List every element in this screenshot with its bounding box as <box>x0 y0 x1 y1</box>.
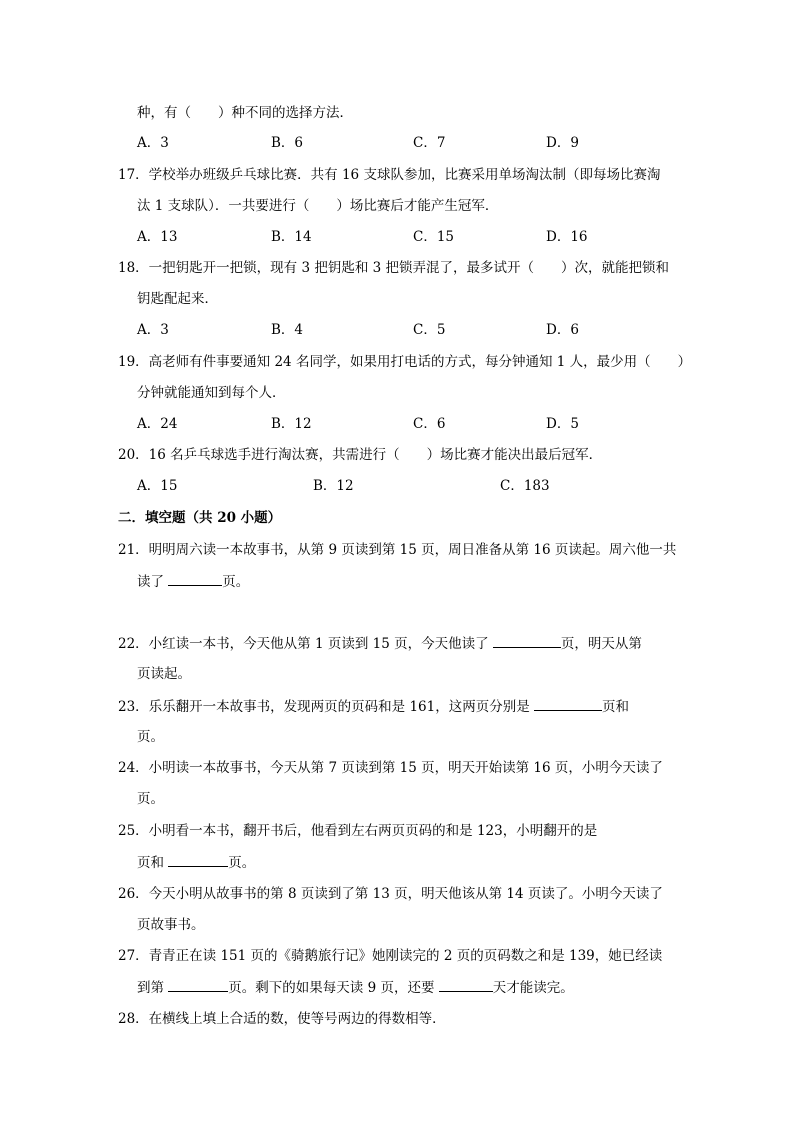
q22-text-line1 <box>118 633 642 653</box>
q27-text-line2 <box>137 977 574 997</box>
q16-text-line2: 种，有（ ）种不同的选择方法． <box>137 105 353 121</box>
q22-text-pre: 22．小红读一本书，今天他从第 1 页读到 15 页，今天他读了 <box>118 636 493 652</box>
q25-answer-blank[interactable] <box>168 852 228 867</box>
q18-text-line2: 钥匙配起来． <box>137 291 218 307</box>
q22-text-post: 页，明天从第 <box>560 636 642 652</box>
q18-option-c: C．5 <box>413 322 446 338</box>
q17-option-b: B．14 <box>271 229 312 245</box>
q27-answer-blank-2[interactable] <box>439 977 493 992</box>
q18-option-d: D．6 <box>546 322 579 338</box>
q18-option-a: A．3 <box>137 322 169 338</box>
q23-text-line2: 页。 <box>137 729 164 745</box>
q20-text: 20．16 名乒乓球选手进行淘汰赛，共需进行（ ）场比赛才能决出最后冠军． <box>118 447 603 463</box>
q19-option-a: A．24 <box>137 416 178 432</box>
q16-option-c: C．7 <box>413 135 446 151</box>
q16-option-a: A．3 <box>137 135 169 151</box>
q21-text-line1: 21．明明周六读一本故事书，从第 9 页读到第 15 页，周日准备从第 16 页读起。周六他一共 <box>118 542 677 558</box>
q27-text-pre: 到第 <box>137 980 169 996</box>
q21-answer-blank[interactable] <box>168 571 222 586</box>
q23-text-line1 <box>118 696 629 716</box>
q17-option-c: C．15 <box>413 229 455 245</box>
q21-text-line2 <box>137 571 249 591</box>
q27-text-mid: 页。剩下的如果每天读 9 页，还要 <box>228 980 439 996</box>
q20-option-a: A．15 <box>137 478 178 494</box>
section-heading-fill-in: 二．填空题（共 20 小题） <box>118 510 282 526</box>
q17-text-line1: 17．学校举办班级乒乓球比赛．共有 16 支球队参加，比赛采用单场淘汰制（即每场比赛淘 <box>118 167 661 183</box>
q25-text-line1: 25．小明看一本书，翻开书后，他看到左右两页页码的和是 123，小明翻开的是 <box>118 823 598 839</box>
q27-answer-blank-1[interactable] <box>168 977 228 992</box>
q20-option-c: C．183 <box>500 478 550 494</box>
q18-text-line1: 18．一把钥匙开一把锁，现有 3 把钥匙和 3 把锁弄混了，最多试开（ ）次，就能把锁和 <box>118 260 670 276</box>
q22-answer-blank-1[interactable] <box>493 633 561 648</box>
q25-text-line2 <box>137 852 255 872</box>
q25-text-post: 页。 <box>228 855 256 871</box>
q27-text-line1: 27．青青正在读 151 页的《骑鹅旅行记》她刚读完的 2 页的页码数之和是 139，她已经读 <box>118 948 663 964</box>
q17-text-line2: 汰 1 支球队）．一共要进行（ ）场比赛后才能产生冠军． <box>137 198 499 214</box>
q22-text-line2: 页读起。 <box>137 666 191 682</box>
q18-option-b: B．4 <box>271 322 304 338</box>
q23-text-post: 页和 <box>602 699 630 715</box>
q23-answer-blank-1[interactable] <box>534 696 602 711</box>
q17-option-d: D．16 <box>546 229 588 245</box>
q23-text-pre: 23．乐乐翻开一本故事书，发现两页的页码和是 161，这两页分别是 <box>118 699 535 715</box>
q16-option-d: D．9 <box>546 135 579 151</box>
q19-option-c: C．6 <box>413 416 446 432</box>
q25-text-pre: 页和 <box>137 855 169 871</box>
q19-text-line2: 分钟就能通知到每个人． <box>137 385 286 401</box>
q21-text-post: 页。 <box>222 574 250 590</box>
q17-option-a: A．13 <box>137 229 178 245</box>
q19-text-line1: 19．高老师有件事要通知 24 名同学，如果用打电话的方式，每分钟通知 1 人，最少用（ ） <box>118 354 692 370</box>
q21-text-pre: 读了 <box>137 574 169 590</box>
q24-text-line1: 24．小明读一本故事书，今天从第 7 页读到第 15 页，明天开始读第 16 页，小明今天读了 <box>118 760 663 776</box>
q19-option-d: D．5 <box>546 416 579 432</box>
q28-text: 28．在横线上填上合适的数，使等号两边的得数相等． <box>118 1011 446 1027</box>
q16-option-b: B．6 <box>271 135 304 151</box>
q20-option-b: B．12 <box>313 478 354 494</box>
q27-text-post: 天才能读完。 <box>492 980 574 996</box>
q26-text-line1: 26．今天小明从故事书的第 8 页读到了第 13 页，明天他该从第 14 页读了。小明今天读了 <box>118 886 663 902</box>
q19-option-b: B．12 <box>271 416 312 432</box>
q26-text-line2: 页故事书。 <box>137 917 205 933</box>
q24-text-line2: 页。 <box>137 791 164 807</box>
